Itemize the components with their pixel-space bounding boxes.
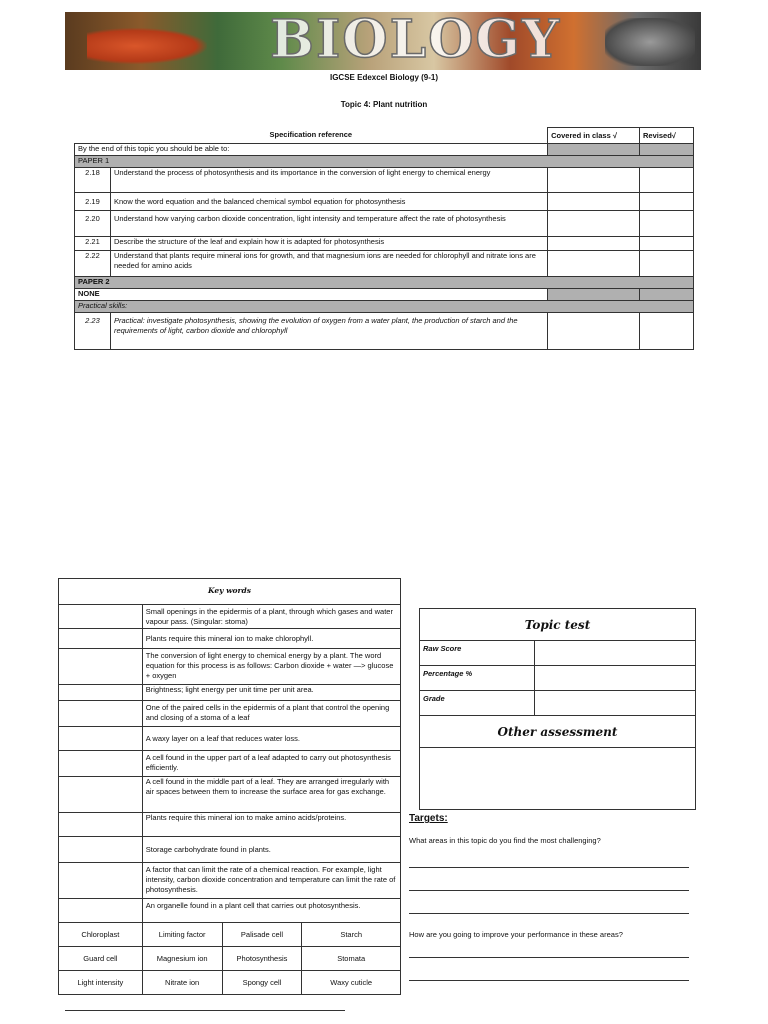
revised-checkbox[interactable] xyxy=(640,211,694,237)
grade-label: Grade xyxy=(420,691,535,716)
none-label: NONE xyxy=(75,289,548,301)
word-photosynthesis: Photosynthesis xyxy=(222,947,302,971)
definition-row: One of the paired cells in the epidermis of a plant that control the opening and closing of a stoma of a leaf xyxy=(59,701,401,727)
targets-title: Targets: xyxy=(409,813,448,824)
covered-checkbox[interactable] xyxy=(548,168,640,193)
answer-cell[interactable] xyxy=(59,727,143,751)
definition-row: A factor that can limit the rate of a chemical reaction. For example, light intensity, carbon dioxide concentration and temperature can limit the rate of photosynthesis. xyxy=(59,863,401,899)
word-spongy-cell: Spongy cell xyxy=(222,971,302,995)
revised-checkbox[interactable] xyxy=(640,168,694,193)
revised-checkbox[interactable] xyxy=(640,237,694,251)
paper1-label: PAPER 1 xyxy=(75,156,694,168)
word-light-intensity: Light intensity xyxy=(59,971,143,995)
practical-label: Practical skills: xyxy=(75,301,694,313)
answer-line[interactable] xyxy=(65,1010,345,1011)
word-waxy-cuticle: Waxy cuticle xyxy=(302,971,401,995)
microscope-image xyxy=(605,18,695,66)
topic-test-title: Topic test xyxy=(420,609,696,641)
percentage-field[interactable] xyxy=(534,666,695,691)
definition-row: Storage carbohydrate found in plants. xyxy=(59,837,401,863)
answer-cell[interactable] xyxy=(59,863,143,899)
word-palisade-cell: Palisade cell xyxy=(222,923,302,947)
spec-row: 2.21 Describe the structure of the leaf and explain how it is adapted for photosynthesis xyxy=(75,237,694,251)
other-assessment-title: Other assessment xyxy=(420,716,696,748)
covered-checkbox[interactable] xyxy=(548,237,640,251)
answer-line[interactable] xyxy=(409,913,689,914)
spec-row: 2.22 Understand that plants require mineral ions for growth, and that magnesium ions are needed for chlorophyll and nitrate ions are needed for amino acids xyxy=(75,251,694,277)
definition-row: A cell found in the upper part of a leaf adapted to carry out photosynthesis efficiently. xyxy=(59,751,401,777)
word-chloroplast: Chloroplast xyxy=(59,923,143,947)
spec-ref-header: Specification reference xyxy=(75,128,548,144)
percentage-label: Percentage % xyxy=(420,666,535,691)
revised-checkbox[interactable] xyxy=(640,193,694,211)
raw-score-field[interactable] xyxy=(534,641,695,666)
answer-line[interactable] xyxy=(409,980,689,981)
covered-checkbox[interactable] xyxy=(548,193,640,211)
revised-checkbox[interactable] xyxy=(640,313,694,350)
word-limiting-factor: Limiting factor xyxy=(142,923,222,947)
word-nitrate-ion: Nitrate ion xyxy=(142,971,222,995)
revised-header: Revised√ xyxy=(640,128,694,144)
key-words-table xyxy=(58,578,401,995)
definition-row: Brightness; light energy per unit time per unit area. xyxy=(59,685,401,701)
word-starch: Starch xyxy=(302,923,401,947)
definition-row: An organelle found in a plant cell that carries out photosynthesis. xyxy=(59,899,401,923)
definition-row: Plants require this mineral ion to make amino acids/proteins. xyxy=(59,813,401,837)
covered-checkbox[interactable] xyxy=(548,211,640,237)
answer-cell[interactable] xyxy=(59,685,143,701)
grade-field[interactable] xyxy=(534,691,695,716)
answer-cell[interactable] xyxy=(59,899,143,923)
word-magnesium-ion: Magnesium ion xyxy=(142,947,222,971)
definition-row: Small openings in the epidermis of a plant, through which gases and water vapour pass. (Singular: stoma) xyxy=(59,605,401,629)
revised-checkbox[interactable] xyxy=(640,251,694,277)
specification-table xyxy=(74,127,694,350)
word-guard-cell: Guard cell xyxy=(59,947,143,971)
answer-cell[interactable] xyxy=(59,777,143,813)
spec-row: 2.23 Practical: investigate photosynthesis, showing the evolution of oxygen from a water plant, the production of starch and the requirements of light, carbon dioxide and chlorophyll xyxy=(75,313,694,350)
spec-row: 2.18 Understand the process of photosynthesis and its importance in the conversion of light energy to chemical energy xyxy=(75,168,694,193)
other-assessment-field[interactable] xyxy=(420,748,696,810)
biology-banner xyxy=(65,12,701,70)
answer-cell[interactable] xyxy=(59,605,143,629)
word-bank-row xyxy=(59,947,401,971)
word-bank-row xyxy=(59,923,401,947)
answer-cell[interactable] xyxy=(59,649,143,685)
raw-score-label: Raw Score xyxy=(420,641,535,666)
spec-row: 2.19 Know the word equation and the balanced chemical symbol equation for photosynthesis xyxy=(75,193,694,211)
challenging-question: What areas in this topic do you find the most challenging? xyxy=(409,836,601,845)
banner-title: BIOLOGY xyxy=(270,12,561,70)
covered-checkbox[interactable] xyxy=(548,251,640,277)
definition-row: A cell found in the middle part of a leaf. They are arranged irregularly with air spaces between them to increase the surface area for gas exchange. xyxy=(59,777,401,813)
definition-row: Plants require this mineral ion to make chlorophyll. xyxy=(59,629,401,649)
course-title: IGCSE Edexcel Biology (9-1) xyxy=(329,73,439,82)
covered-checkbox[interactable] xyxy=(548,313,640,350)
frog-image xyxy=(87,28,207,64)
key-words-title: Key words xyxy=(59,579,401,605)
answer-line[interactable] xyxy=(409,957,689,958)
answer-line[interactable] xyxy=(409,867,689,868)
paper2-label: PAPER 2 xyxy=(75,277,694,289)
answer-cell[interactable] xyxy=(59,629,143,649)
word-stomata: Stomata xyxy=(302,947,401,971)
topic-title: Topic 4: Plant nutrition xyxy=(340,100,428,109)
spec-intro: By the end of this topic you should be able to: xyxy=(75,144,548,156)
answer-cell[interactable] xyxy=(59,813,143,837)
definition-row: A waxy layer on a leaf that reduces water loss. xyxy=(59,727,401,751)
answer-cell[interactable] xyxy=(59,837,143,863)
targets-section xyxy=(409,813,699,981)
word-bank-row xyxy=(59,971,401,995)
improve-question: How are you going to improve your performance in these areas? xyxy=(409,930,623,939)
spec-row: 2.20 Understand how varying carbon dioxide concentration, light intensity and temperature affect the rate of photosynthesis xyxy=(75,211,694,237)
answer-cell[interactable] xyxy=(59,751,143,777)
definition-row: The conversion of light energy to chemical energy by a plant. The word equation for this process is as follows: Carbon dioxide + water —> glucose + oxygen xyxy=(59,649,401,685)
answer-cell[interactable] xyxy=(59,701,143,727)
answer-line[interactable] xyxy=(409,890,689,891)
topic-test-table xyxy=(419,608,696,810)
covered-header: Covered in class √ xyxy=(548,128,640,144)
